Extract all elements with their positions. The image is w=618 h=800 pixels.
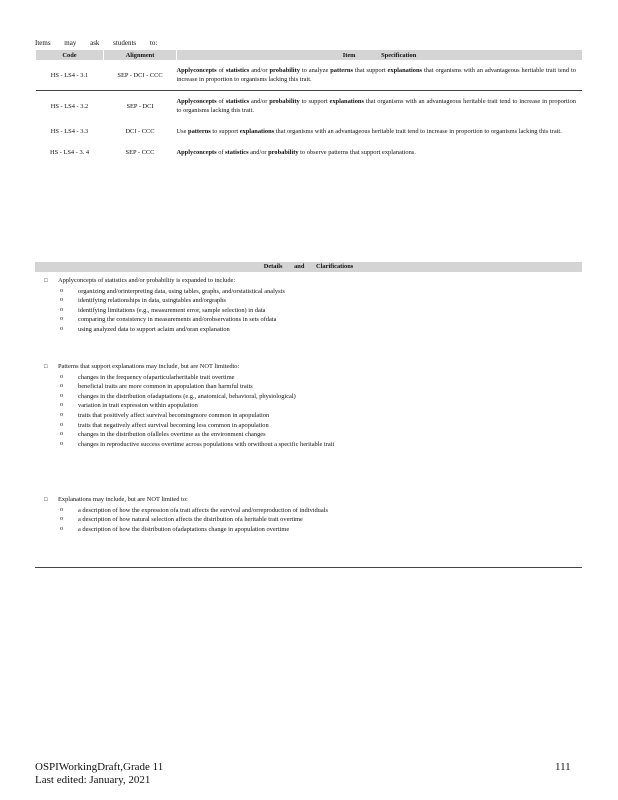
section-lead-text	[58, 496, 188, 503]
section-divider	[35, 567, 582, 568]
text-run: and/or	[249, 98, 270, 105]
section-lead	[40, 362, 575, 373]
text-run: that support explanations may include, but are NOT limitedto:	[78, 363, 240, 370]
page-number: 111	[555, 761, 571, 773]
text-run: that support	[352, 67, 388, 74]
section-lead	[40, 276, 575, 287]
bullet-icon: o	[60, 373, 63, 380]
footer	[35, 761, 163, 787]
row-code: HS - LS4 - 3.2	[50, 102, 89, 110]
bold-term: Applyconcepts	[176, 149, 217, 156]
list-item-text: traits that positively affect survival becomingmore common in apopulation	[78, 411, 270, 419]
bold-term: probability	[269, 98, 300, 105]
column-header-code: Code	[36, 50, 104, 60]
list-item-text: comparing the consistency in measurements and/orobservations in sets ofdata	[78, 316, 277, 324]
list-item-text: traits that negatively affect survival becoming less common in apopulation	[78, 421, 269, 429]
bold-term: Applyconcepts	[176, 67, 217, 74]
text-run: and/or	[126, 277, 147, 284]
list-item-text: changes in the distribution ofalleles overtime as the environment changes	[78, 431, 266, 439]
list-item	[40, 440, 575, 450]
text-run: to observe patterns that support explanations.	[298, 149, 416, 156]
bullet-icon: o	[60, 411, 63, 418]
text-run: that organisms with an advantageous heritable trait tend to increase in proportion to organisms lacking this trait.	[176, 98, 576, 114]
table-row	[36, 142, 583, 163]
intro-text: Items may ask students to:	[35, 39, 158, 47]
bold-term: statistics	[225, 149, 249, 156]
row-specification	[177, 60, 583, 91]
details-clarifications-header: Details and Clarifications	[35, 262, 582, 272]
text-run: to analyze	[299, 67, 331, 74]
row-alignment: DCI - CCC	[125, 128, 155, 135]
table-header-row	[36, 50, 583, 60]
section-statistics	[40, 276, 575, 335]
text-run: of	[96, 277, 105, 284]
list-item	[40, 401, 575, 411]
column-header-item-specification: Item Specification	[177, 50, 583, 60]
section-patterns	[40, 362, 575, 449]
bold-term: statistics	[104, 277, 127, 284]
text-run: and/or	[248, 149, 269, 156]
bold-term: Patterns	[58, 363, 79, 370]
bold-term: statistics	[225, 98, 250, 105]
item-specification-table	[35, 50, 582, 163]
bullet-icon: o	[60, 297, 63, 304]
checkbox-square-icon: □	[44, 364, 48, 370]
section-explanations	[40, 495, 575, 534]
list-item	[40, 382, 575, 392]
bullet-icon: o	[60, 516, 63, 523]
list-item-text: changes in the distribution ofadaptations (e.g., anatomical, behavioral, physiological)	[78, 392, 296, 400]
text-run: that organisms with an advantageous heritable trait tend to increase in proportion to organisms lacking this trait.	[274, 128, 562, 135]
section-list	[40, 506, 575, 535]
bullet-icon: o	[60, 392, 63, 399]
list-item	[40, 515, 575, 525]
row-alignment: SEP - DCI - CCC	[104, 60, 177, 91]
bullet-icon: o	[60, 383, 63, 390]
list-item-text: a description of how the expression ofa trait affects the survival and/orreproduction of individuals	[78, 506, 328, 514]
text-run: is expanded to include:	[174, 277, 236, 284]
bold-term: explanations	[329, 98, 364, 105]
table-row	[36, 121, 583, 142]
list-item	[40, 315, 575, 325]
bold-term: explanations	[239, 128, 275, 135]
text-run: of	[216, 98, 226, 105]
list-item	[40, 296, 575, 306]
list-item	[40, 411, 575, 421]
row-code: HS - LS4 - 3.1	[36, 60, 104, 91]
list-item	[40, 525, 575, 535]
list-item	[40, 373, 575, 383]
bold-term: explanations	[387, 67, 422, 74]
row-alignment: SEP - CCC	[125, 149, 155, 156]
bold-term: probability	[146, 277, 175, 284]
table-row	[36, 60, 583, 91]
list-item-text: using analyzed data to support aclaim and/oran explanation	[78, 325, 230, 333]
row-code: HS - LS4 - 3. 4	[49, 149, 90, 156]
bold-term: Applyconcepts	[58, 277, 97, 284]
row-specification	[177, 142, 583, 163]
bullet-icon: o	[60, 325, 63, 332]
text-run: may include, but are NOT limited to:	[91, 496, 188, 503]
list-item-text: identifying relationships in data, usingtables and/orgraphs	[78, 297, 226, 305]
section-list	[40, 287, 575, 335]
section-lead-text	[58, 277, 235, 284]
bold-term: statistics	[225, 67, 250, 74]
bullet-icon: o	[60, 440, 63, 447]
list-item	[40, 421, 575, 431]
list-item-text: identifying limitations (e.g., measurement error, sample selection) in data	[78, 306, 266, 314]
table-row	[36, 91, 583, 122]
list-item-text: variation in trait expression within apopulation	[78, 402, 198, 410]
text-run: to support	[299, 98, 330, 105]
bold-term: probability	[269, 67, 300, 74]
list-item-text: changes in reproductive success overtime across populations with orwithout a specific heritable trait	[78, 440, 335, 448]
bullet-icon: o	[60, 431, 63, 438]
section-list	[40, 373, 575, 450]
list-item	[40, 287, 575, 297]
text-run: Use	[176, 128, 189, 135]
footer-edited-date: Last edited: January, 2021	[35, 774, 151, 786]
row-specification	[177, 91, 583, 122]
section-lead	[40, 495, 575, 506]
text-run: and/or	[249, 67, 270, 74]
list-item-text: beneficial traits are more common in apopulation than harmful traits	[78, 383, 253, 391]
list-item	[40, 506, 575, 516]
list-item	[40, 325, 575, 335]
bullet-icon: o	[60, 287, 63, 294]
row-code: HS - LS4 - 3.3	[50, 128, 89, 135]
text-run: to support	[210, 128, 240, 135]
checkbox-square-icon: □	[44, 497, 48, 503]
bullet-icon: o	[60, 506, 63, 513]
footer-title: OSPIWorkingDraft,Grade 11	[35, 761, 164, 773]
bullet-icon: o	[60, 306, 63, 313]
list-item-text: a description of how the distribution ofadaptations change in apopulation overtime	[78, 525, 290, 533]
text-run: of	[216, 149, 226, 156]
list-item	[40, 430, 575, 440]
bullet-icon: o	[60, 402, 63, 409]
list-item-text: a description of how natural selection affects the distribution ofa heritable trait overtime	[78, 516, 303, 524]
bold-term: probability	[268, 149, 299, 156]
checkbox-square-icon: □	[44, 278, 48, 284]
bold-term: patterns	[330, 67, 353, 74]
bold-term: patterns	[188, 128, 211, 135]
list-item-text: organizing and/orinterpreting data, using tables, graphs, and/orstatistical analysis	[78, 287, 285, 295]
list-item-text: changes in the frequency ofaparticularheritable trait overtime	[78, 373, 235, 381]
bullet-icon: o	[60, 525, 63, 532]
bullet-icon: o	[60, 316, 63, 323]
bullet-icon: o	[60, 421, 63, 428]
row-specification	[177, 121, 583, 142]
bold-term: Explanations	[58, 496, 92, 503]
text-run: of	[216, 67, 226, 74]
text-run: that organisms with an advantageous heritable trait tend to increase in proportion to organisms lacking this trait.	[176, 67, 576, 83]
list-item	[40, 306, 575, 316]
section-lead-text	[58, 363, 239, 370]
list-item	[40, 392, 575, 402]
bold-term: Applyconcepts	[176, 98, 217, 105]
column-header-alignment: Alignment	[104, 50, 177, 60]
row-alignment: SEP - DCI	[126, 102, 154, 110]
